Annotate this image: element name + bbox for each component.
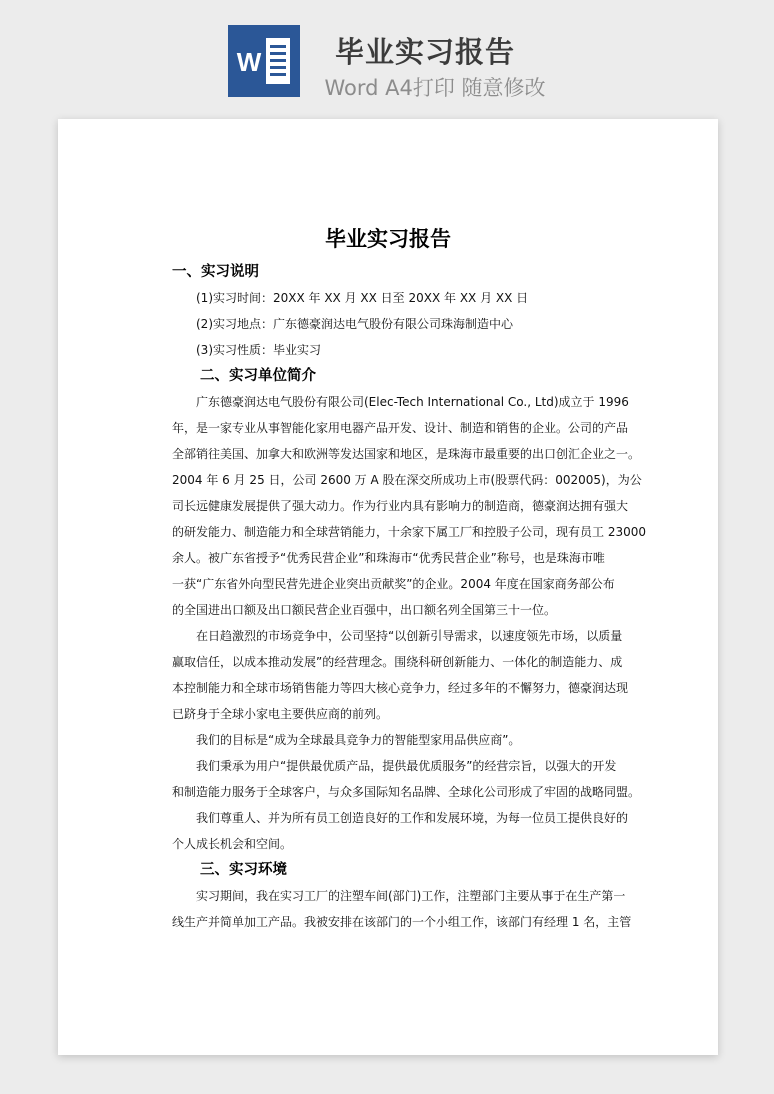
word-icon-letter: W bbox=[236, 47, 262, 77]
paragraph-line: 在日趋激烈的市场竞争中，公司坚持“以创新引导需求，以速度领先市场，以质量 bbox=[196, 629, 623, 643]
paragraph bbox=[172, 883, 632, 935]
paragraph-line: 全部销往美国、加拿大和欧洲等发达国家和地区，是珠海市最重要的出口创汇企业之一。 bbox=[172, 447, 641, 461]
paragraph-line: 司长远健康发展提供了强大动力。作为行业内具有影响力的制造商，德豪润达拥有强大 bbox=[172, 499, 629, 513]
paragraph bbox=[172, 727, 600, 753]
paragraph-line: 2004 年 6 月 25 日，公司 2600 万 A 股在深交所成功上市(股票代码：002005)，为公 bbox=[172, 473, 642, 487]
banner bbox=[0, 0, 774, 118]
section-heading-1: 一、实习说明 bbox=[172, 264, 259, 280]
paragraph-line: 实习期间，我在实习工厂的注塑车间(部门)工作，注塑部门主要从事于在生产第一 bbox=[196, 889, 626, 903]
banner-subtitle: Word A4打印 随意修改 bbox=[324, 76, 546, 100]
paragraph bbox=[172, 623, 629, 727]
document-title: 毕业实习报告 bbox=[325, 227, 451, 251]
document-body bbox=[172, 259, 646, 935]
paragraph-line: 个人成长机会和空间。 bbox=[172, 837, 293, 851]
paragraph-line: 本控制能力和全球市场销售能力等四大核心竞争力，经过多年的不懈努力，德豪润达现 bbox=[172, 681, 629, 695]
paragraph-line: 我们尊重人、并为所有员工创造良好的工作和发展环境，为每一位员工提供良好的 bbox=[196, 811, 629, 825]
paragraph-line: 和制造能力服务于全球客户，与众多国际知名品牌、全球化公司形成了牢固的战略同盟。 bbox=[172, 785, 641, 799]
banner-title: 毕业实习报告 bbox=[334, 35, 515, 69]
internship-time: (1)实习时间：20XX 年 XX 月 XX 日至 20XX 年 XX 月 XX 日 bbox=[196, 291, 529, 305]
paragraph-line: 的全国进出口额及出口额民营企业百强中，出口额名列全国第三十一位。 bbox=[172, 603, 557, 617]
section-heading-2: 二、实习单位简介 bbox=[200, 368, 316, 384]
paragraph-line: 已跻身于全球小家电主要供应商的前列。 bbox=[172, 707, 389, 721]
paragraph-line: 我们的目标是“成为全球最具竞争力的智能型家用品供应商”。 bbox=[196, 733, 521, 747]
paragraph bbox=[172, 805, 629, 857]
paragraph-line: 我们秉承为用户“提供最优质产品，提供最优质服务”的经营宗旨，以强大的开发 bbox=[196, 759, 617, 773]
paragraph-line: 赢取信任，以成本推动发展”的经营理念。围绕科研创新能力、一体化的制造能力、成 bbox=[172, 655, 623, 669]
paragraph-line: 余人。被广东省授予“优秀民营企业”和珠海市“优秀民营企业”称号，也是珠海市唯 bbox=[172, 551, 605, 565]
section-heading-3: 三、实习环境 bbox=[200, 862, 287, 878]
paragraph bbox=[172, 389, 646, 623]
internship-nature: (3)实习性质：毕业实习 bbox=[196, 343, 321, 357]
paragraph-line: 的研发能力、制造能力和全球营销能力，十余家下属工厂和控股子公司，现有员工 23000 bbox=[172, 525, 646, 539]
paragraph-line: 年，是一家专业从事智能化家用电器产品开发、设计、制造和销售的企业。公司的产品 bbox=[172, 421, 629, 435]
paragraph-line: 线生产并简单加工产品。我被安排在该部门的一个小组工作，该部门有经理 1 名，主管 bbox=[172, 915, 632, 929]
paragraph-line: 广东德豪润达电气股份有限公司(Elec-Tech International Co., Ltd)成立于 1996 bbox=[196, 395, 629, 409]
internship-location: (2)实习地点：广东德豪润达电气股份有限公司珠海制造中心 bbox=[196, 317, 514, 331]
document-page bbox=[58, 119, 718, 1055]
paragraph bbox=[172, 753, 641, 805]
paragraph-line: 一获“广东省外向型民营先进企业突出贡献奖”的企业。2004 年度在国家商务部公布 bbox=[172, 577, 615, 591]
word-document-icon bbox=[228, 25, 300, 97]
